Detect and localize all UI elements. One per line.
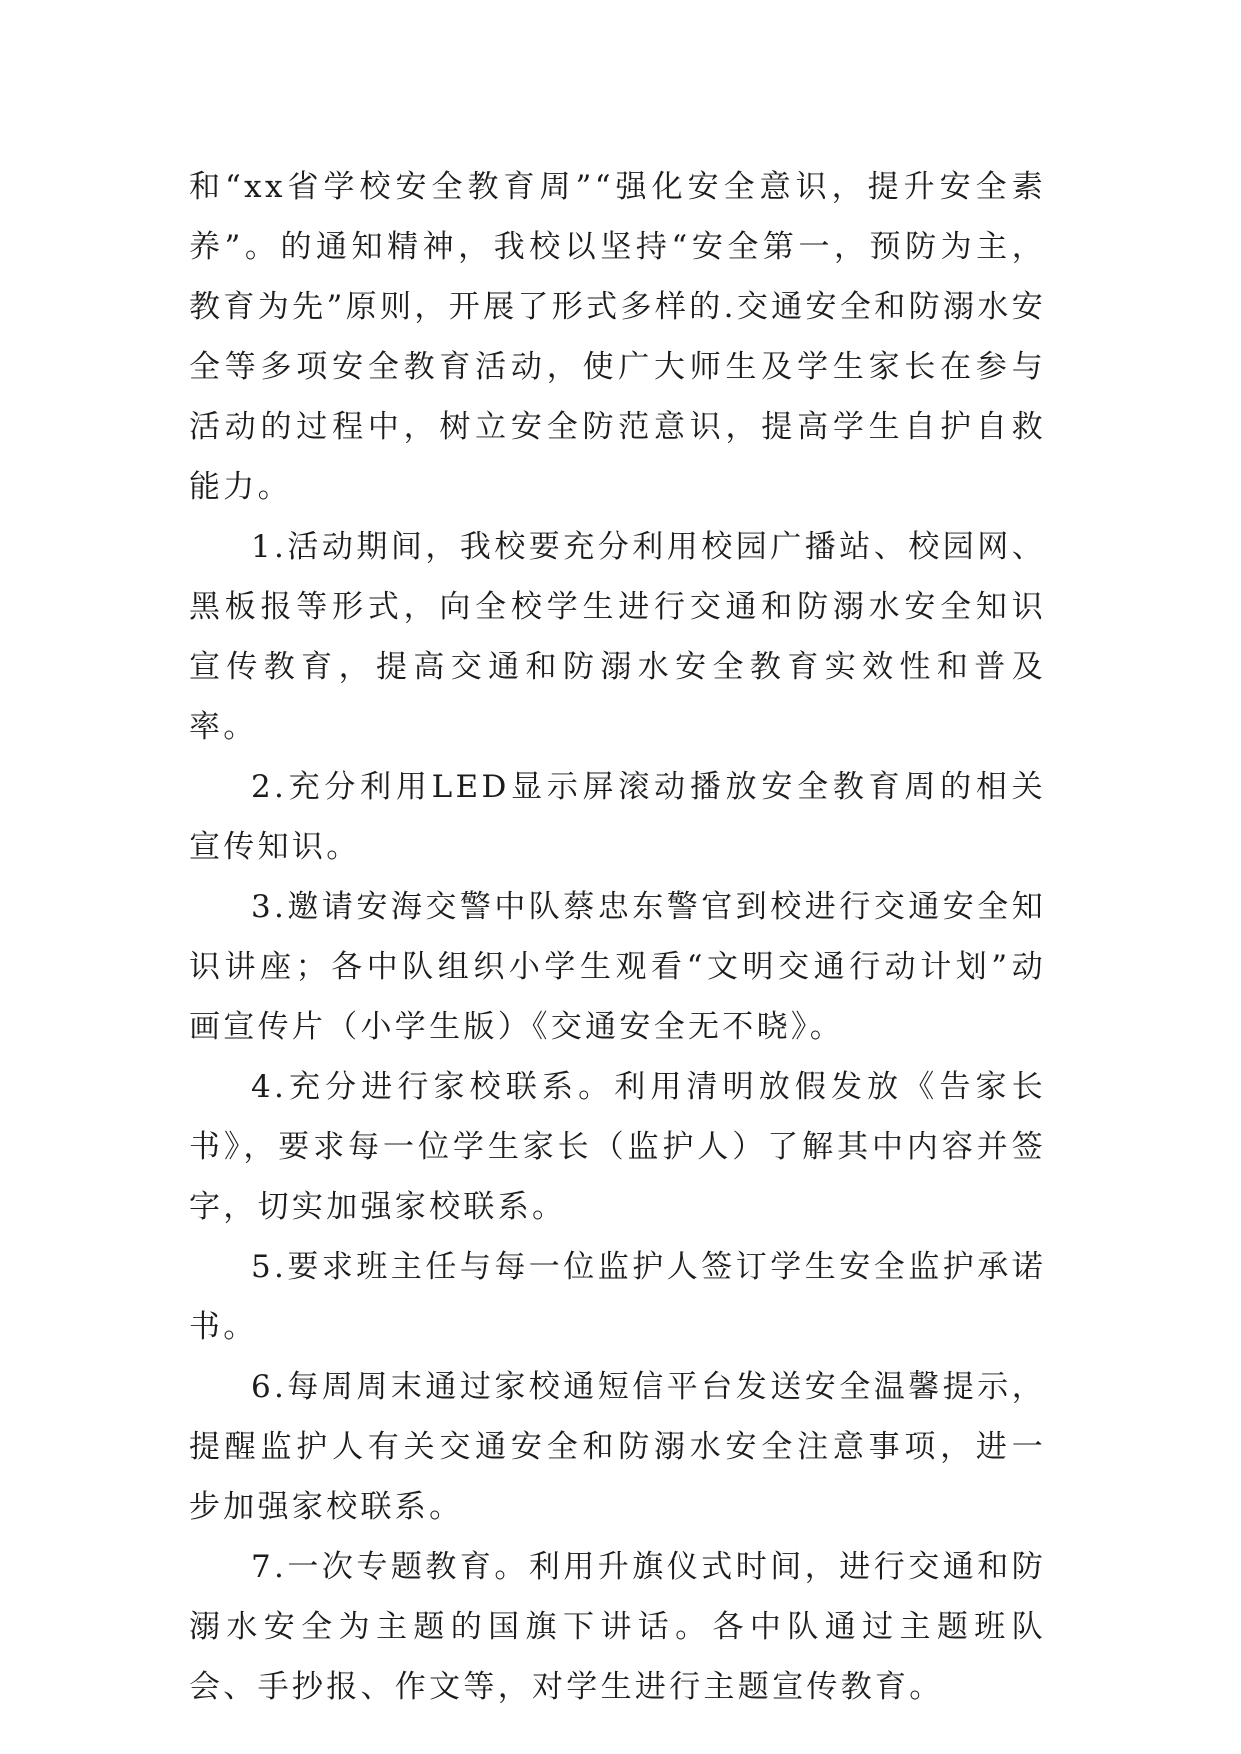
paragraph-item-6: 6.每周周末通过家校通短信平台发送安全温馨提示，提醒监护人有关交通安全和防溺水安全注意事项，进一步加强家校联系。 <box>189 1369 1046 1525</box>
paragraph-item-4: 4.充分进行家校联系。利用清明放假发放《告家长书》，要求每一位学生家长（监护人）了解其中内容并签字，切实加强家校联系。 <box>189 1069 1046 1225</box>
paragraph-item-1: 1.活动期间，我校要充分利用校园广播站、校园网、黑板报等形式，向全校学生进行交通和防溺水安全知识宣传教育，提高交通和防溺水安全教育实效性和普及率。 <box>189 529 1046 745</box>
paragraph-item-3: 3.邀请安海交警中队蔡忠东警官到校进行交通安全知识讲座；各中队组织小学生观看“文明交通行动计划”动画宣传片（小学生版）《交通安全无不晓》。 <box>189 889 1046 1045</box>
paragraph-item-5: 5.要求班主任与每一位监护人签订学生安全监护承诺书。 <box>189 1249 1046 1345</box>
paragraph-intro: 和“xx省学校安全教育周”“强化安全意识，提升安全素养”。的通知精神，我校以坚持“安全第一，预防为主，教育为先”原则，开展了形式多样的.交通安全和防溺水安全等多项安全教育活动，使广大师生及学生家长在参与活动的过程中，树立安全防范意识，提高学生自护自救能力。 <box>189 169 1046 505</box>
paragraph-item-2: 2.充分利用LED显示屏滚动播放安全教育周的相关宣传知识。 <box>189 769 1046 865</box>
document-body <box>189 157 1046 1717</box>
paragraph-item-7: 7.一次专题教育。利用升旗仪式时间，进行交通和防溺水安全为主题的国旗下讲话。各中队通过主题班队会、手抄报、作文等，对学生进行主题宣传教育。 <box>189 1549 1046 1705</box>
